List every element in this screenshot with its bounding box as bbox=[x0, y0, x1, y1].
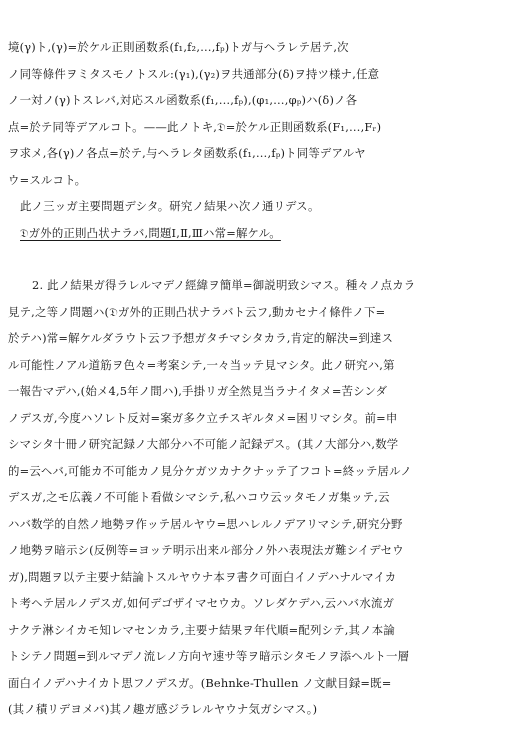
text-line: ガ),問題ヲ以テ主要ナ結論トスルヤウナ本ヲ書ク可面白イノデハナルマイカ bbox=[8, 569, 397, 584]
text-line: (其ノ積リデヨメバ)其ノ趣ガ感ジラレルヤウナ気ガシマス。) bbox=[8, 702, 318, 716]
text-line: 此ノ三ッガ主要問題デシタ。研究ノ結果ハ次ノ通リデス。 bbox=[20, 199, 320, 213]
main-result-line: 𝔇ガ外的正則凸状ナラバ,問題Ⅰ,Ⅱ,Ⅲハ常=解ケル。 bbox=[20, 225, 281, 240]
paragraph-3 bbox=[8, 272, 506, 723]
paragraph-gap bbox=[8, 246, 506, 272]
text-line: ノ同等條件ヲミタスモノトスル:(γ₁),(γ₂)ヲ共通部分(δ)ヲ持ツ様ナ,任意 bbox=[8, 66, 380, 81]
text-line: 的=云ヘバ,可能カ不可能カノ見分ケガツカナクナッテ了フコト=終ッテ居ルノ bbox=[8, 463, 412, 478]
text-line: ノデスガ,今度ハソレト反対=案ガ多ク立チスギルタメ=困リマシタ。前=申 bbox=[8, 410, 398, 425]
text-line: 2. 此ノ結果ガ得ラレルマデノ經緯ヲ簡単=御説明致シマス。種々ノ点カラ bbox=[32, 278, 416, 292]
text-line: ノ地勢ヲ暗示シ(反例等=ヨッテ明示出来ル部分ノ外ハ表現法ガ難シイデセウ bbox=[8, 543, 404, 557]
text-line: ル可能性ノアル道筋ヲ色々=考案シテ,一々当ッテ見マシタ。此ノ研究ハ,第 bbox=[8, 357, 395, 372]
text-line: ウ=スルコト。 bbox=[8, 172, 87, 187]
text-line: 点=於テ同等デアルコト。——此ノトキ,𝔇=於ケル正則函数系(F₁,…,Fᵣ) bbox=[8, 119, 382, 134]
text-line: ナクテ淋シイカモ知レマセンカラ,主要ナ結果ヲ年代順=配列シテ,其ノ本論 bbox=[8, 622, 395, 637]
paragraph-2 bbox=[8, 193, 506, 246]
text-line: ノ一対ノ(γ)トスレバ,対応スル函数系(f₁,…,fₚ),(φ₁,…,φₚ)ハ(δ)ノ各 bbox=[8, 93, 358, 107]
text-line: 境(γ)ト,(γ)=於ケル正則函数系(f₁,f₂,…,fₚ)トガ与ヘラレテ居テ,次 bbox=[8, 40, 349, 54]
text-line: 見テ,之等ノ問題ハ(𝔇ガ外的正則凸状ナラバト云フ,動カセナイ條件ノ下= bbox=[8, 304, 386, 319]
paragraph-1 bbox=[8, 34, 506, 193]
text-line: ハバ数学的自然ノ地勢ヲ作ッテ居ルヤウ=思ハレルノデアリマシテ,研究分野 bbox=[8, 516, 403, 531]
text-line: シマシタ十冊ノ研究記録ノ大部分ハ不可能ノ記録デス。(其ノ大部分ハ,数学 bbox=[8, 437, 399, 451]
text-line: 面白イノデハナイカト思フノデスガ。(Behnke-Thullen ノ文献目録=既= bbox=[8, 675, 392, 690]
text-line: ト考ヘテ居ルノデスガ,如何デゴザイマセウカ。ソレダケデハ,云ハバ水流ガ bbox=[8, 596, 395, 610]
text-line: ヲ求メ,各(γ)ノ各点=於テ,与ヘラレタ函数系(f₁,…,fₚ)ト同等デアルヤ bbox=[8, 146, 366, 160]
text-line: トシテノ問題=到ルマデノ流レノ方向ヤ速サ等ヲ暗示シタモノヲ添ヘルト一層 bbox=[8, 649, 410, 663]
text-line: 於テハ)常=解ケルダラウト云フ予想ガタチマシタカラ,肯定的解決=到達ス bbox=[8, 331, 394, 345]
text-line: デスガ,之モ広義ノ不可能ト看做シマシテ,私ハコウ云ッタモノガ集ッテ,云 bbox=[8, 490, 390, 504]
text-line: 一報告マデハ,(始メ4,5年ノ間ハ),手掛リガ全然見当ラナイタメ=苦シンダ bbox=[8, 384, 388, 398]
